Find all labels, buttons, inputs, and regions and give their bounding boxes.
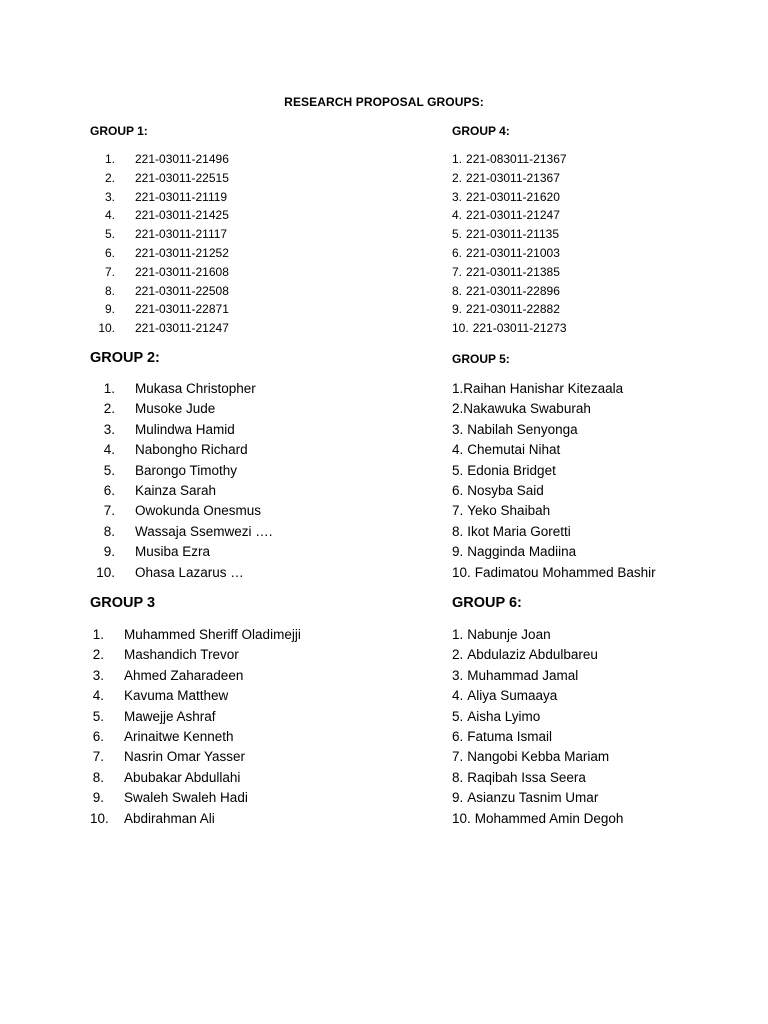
item-number: 8. — [104, 283, 115, 298]
item-text: 221-03011-21247 — [466, 208, 560, 223]
item-text: Arinaitwe Kenneth — [124, 728, 234, 744]
item-text: 221-03011-21620 — [466, 189, 560, 204]
list-item — [90, 788, 301, 808]
list-item — [90, 263, 229, 282]
item-text: Abdulaziz Abdulbareu — [467, 647, 598, 663]
list-item — [90, 399, 273, 419]
list-item — [452, 300, 567, 319]
list-item — [452, 379, 656, 399]
item-text: 221-03011-21119 — [135, 189, 228, 204]
item-number: 10. — [98, 321, 115, 336]
item-number: 8. — [452, 523, 464, 539]
item-number: 1. — [104, 152, 115, 166]
item-number: 6. — [103, 482, 115, 498]
item-text: Ikot Maria Goretti — [467, 523, 571, 539]
item-text: 221-03011-22882 — [466, 302, 560, 317]
group-5-list — [452, 379, 656, 583]
list-item — [90, 481, 273, 501]
item-number: 9. — [452, 302, 463, 317]
list-item — [452, 666, 623, 686]
item-number: 3. — [452, 189, 463, 204]
list-item — [90, 188, 229, 207]
item-number: 4. — [452, 442, 464, 458]
item-text: Nangobi Kebba Mariam — [467, 749, 610, 765]
item-text: Aisha Lyimo — [467, 708, 541, 724]
item-number: 3. — [92, 667, 104, 683]
group-1-heading: GROUP 1: — [90, 124, 148, 138]
item-number: 5. — [103, 462, 115, 478]
group-3-list — [90, 625, 301, 829]
list-item — [90, 379, 273, 399]
list-item — [90, 461, 273, 481]
item-text: 221-03011-21003 — [466, 245, 560, 260]
list-item — [452, 319, 567, 338]
item-number: 7. — [103, 503, 115, 519]
item-text: Nasrin Omar Yasser — [124, 749, 246, 765]
list-item — [90, 809, 301, 829]
list-item — [90, 707, 301, 727]
item-text: Mohammed Amin Degoh — [474, 810, 624, 826]
item-number: 9. — [452, 790, 464, 806]
item-number: 8. — [452, 769, 464, 785]
group-6-heading: GROUP 6: — [452, 595, 522, 611]
item-text: 221-03011-21117 — [135, 227, 228, 242]
list-item — [452, 244, 567, 263]
list-item — [90, 319, 229, 338]
item-text: Muhammed Sheriff Oladimejji — [124, 627, 301, 642]
item-text: Mukasa Christopher — [135, 381, 256, 396]
item-number: 4. — [452, 688, 464, 704]
list-item — [90, 501, 273, 521]
group-1-list — [90, 150, 229, 338]
item-number: 10. — [452, 321, 469, 336]
item-text: 221-03011-22508 — [135, 283, 229, 298]
list-item — [452, 225, 567, 244]
group-3-heading: GROUP 3 — [90, 595, 156, 611]
list-item — [452, 282, 567, 301]
item-text: 221-03011-21385 — [466, 264, 560, 279]
item-text: 221-03011-21425 — [135, 208, 229, 223]
item-text: Fadimatou Mohammed Bashir — [474, 564, 656, 580]
list-item — [90, 440, 273, 460]
list-item — [90, 420, 273, 440]
item-text: Yeko Shaibah — [467, 503, 551, 519]
list-item — [452, 707, 623, 727]
list-item — [452, 645, 623, 665]
item-number: 9. — [103, 544, 115, 560]
item-text: Raqibah Issa Seera — [467, 769, 586, 785]
item-number: 3. — [103, 421, 115, 437]
item-text: Kainza Sarah — [135, 482, 217, 498]
item-text: Abdirahman Ali — [124, 810, 215, 826]
item-text: Wassaja Ssemwezi …. — [135, 523, 273, 539]
item-text: Chemutai Nihat — [467, 442, 561, 458]
item-number: 1. — [103, 381, 115, 396]
list-item — [90, 300, 229, 319]
list-item — [452, 481, 656, 501]
group-5-heading: GROUP 5: — [452, 352, 510, 366]
item-number: 2. — [452, 401, 464, 417]
list-item — [90, 282, 229, 301]
item-number: 8. — [103, 523, 115, 539]
list-item — [90, 244, 229, 263]
list-item — [90, 563, 273, 583]
item-number: 3. — [452, 421, 464, 437]
item-number: 8. — [92, 769, 104, 785]
item-number: 10. — [452, 564, 471, 580]
list-item — [452, 169, 567, 188]
item-number: 5. — [452, 227, 463, 242]
item-text: Fatuma Ismail — [467, 728, 553, 744]
item-text: Swaleh Swaleh Hadi — [124, 790, 248, 806]
item-number: 10. — [452, 810, 471, 826]
list-item — [452, 420, 656, 440]
list-item — [452, 625, 623, 645]
item-text: Ahmed Zaharadeen — [124, 667, 244, 683]
item-number: 6. — [452, 482, 464, 498]
item-number: 6. — [104, 245, 115, 260]
item-number: 2. — [452, 170, 463, 185]
list-item — [452, 440, 656, 460]
list-item — [90, 625, 301, 645]
item-number: 5. — [92, 708, 104, 724]
item-number: 9. — [452, 544, 464, 560]
item-number: 4. — [92, 688, 104, 704]
item-text: Barongo Timothy — [135, 462, 238, 478]
item-text: Mawejje Ashraf — [124, 708, 216, 724]
group-2-list — [90, 379, 273, 583]
item-number: 3. — [452, 667, 464, 683]
list-item — [90, 686, 301, 706]
document-title: RESEARCH PROPOSAL GROUPS: — [284, 95, 484, 109]
list-item — [90, 727, 301, 747]
item-text: 221-03011-21273 — [472, 321, 567, 336]
item-number: 5. — [452, 708, 464, 724]
item-text: 221-03011-22515 — [135, 170, 229, 185]
item-number: 1. — [452, 152, 463, 166]
list-item — [452, 461, 656, 481]
list-item — [90, 225, 229, 244]
list-item — [90, 150, 229, 169]
item-text: Abubakar Abdullahi — [124, 769, 241, 785]
item-text: 221-03011-21367 — [466, 170, 560, 185]
item-number: 1. — [452, 627, 464, 642]
list-item — [452, 522, 656, 542]
item-text: Muhammad Jamal — [467, 667, 579, 683]
item-text: Musoke Jude — [135, 401, 216, 417]
item-number: 7. — [104, 264, 115, 279]
item-number: 2. — [92, 647, 104, 663]
item-text: Asianzu Tasnim Umar — [467, 790, 599, 806]
item-number: 7. — [452, 749, 464, 765]
item-text: Raihan Hanishar Kitezaala — [463, 381, 624, 396]
item-number: 7. — [452, 264, 463, 279]
list-item — [90, 768, 301, 788]
list-item — [452, 686, 623, 706]
item-number: 8. — [452, 283, 463, 298]
item-number: 2. — [104, 170, 115, 185]
item-text: 221-03011-22871 — [135, 302, 229, 317]
item-number: 7. — [92, 749, 104, 765]
item-text: Edonia Bridget — [467, 462, 556, 478]
item-text: Nakawuka Swaburah — [463, 401, 591, 417]
list-item — [90, 522, 273, 542]
list-item — [452, 206, 567, 225]
item-text: Nabongho Richard — [135, 442, 248, 458]
item-text: 221-03011-22896 — [466, 283, 560, 298]
item-text: Nosyba Said — [467, 482, 544, 498]
item-number: 6. — [452, 245, 463, 260]
list-item — [452, 542, 656, 562]
item-number: 10. — [90, 810, 109, 826]
list-item — [452, 809, 623, 829]
item-text: 221-03011-21252 — [135, 245, 229, 260]
item-text: Nagginda Madiina — [467, 544, 577, 560]
item-number: 2. — [452, 647, 464, 663]
list-item — [90, 666, 301, 686]
item-number: 1. — [452, 381, 464, 396]
item-text: 221-03011-21608 — [135, 264, 229, 279]
item-text: 221-03011-21135 — [466, 227, 559, 242]
list-item — [452, 727, 623, 747]
list-item — [90, 747, 301, 767]
group-2-heading: GROUP 2: — [90, 350, 160, 366]
item-number: 5. — [452, 462, 464, 478]
list-item — [90, 645, 301, 665]
item-text: Nabilah Senyonga — [467, 421, 578, 437]
list-item — [90, 542, 273, 562]
item-text: Nabunje Joan — [467, 627, 551, 642]
item-number: 9. — [92, 790, 104, 806]
item-number: 7. — [452, 503, 464, 519]
item-text: 221-03011-21496 — [135, 152, 229, 166]
item-number: 9. — [104, 302, 115, 317]
list-item — [452, 150, 567, 169]
item-text: Owokunda Onesmus — [135, 503, 262, 519]
item-text: Musiba Ezra — [135, 544, 211, 560]
list-item — [452, 563, 656, 583]
item-number: 4. — [103, 442, 115, 458]
item-number: 4. — [452, 208, 463, 223]
list-item — [452, 747, 623, 767]
list-item — [452, 768, 623, 788]
item-number: 6. — [92, 728, 104, 744]
list-item — [452, 399, 656, 419]
item-number: 5. — [104, 227, 115, 242]
list-item — [452, 788, 623, 808]
group-4-list — [452, 150, 567, 338]
list-item — [452, 263, 567, 282]
item-text: 221-083011-21367 — [466, 152, 567, 166]
item-number: 3. — [104, 189, 115, 204]
item-text: Mulindwa Hamid — [135, 421, 235, 437]
group-6-list — [452, 625, 623, 829]
list-item — [90, 169, 229, 188]
item-number: 2. — [103, 401, 115, 417]
group-4-heading: GROUP 4: — [452, 124, 510, 138]
item-number: 10. — [96, 564, 115, 580]
item-number: 6. — [452, 728, 464, 744]
item-number: 1. — [92, 627, 104, 642]
list-item — [90, 206, 229, 225]
list-item — [452, 501, 656, 521]
item-text: Mashandich Trevor — [124, 647, 239, 663]
item-text: Ohasa Lazarus … — [135, 564, 244, 580]
item-text: 221-03011-21247 — [135, 321, 229, 336]
list-item — [452, 188, 567, 207]
item-text: Kavuma Matthew — [124, 688, 229, 704]
item-number: 4. — [104, 208, 115, 223]
item-text: Aliya Sumaaya — [467, 688, 558, 704]
